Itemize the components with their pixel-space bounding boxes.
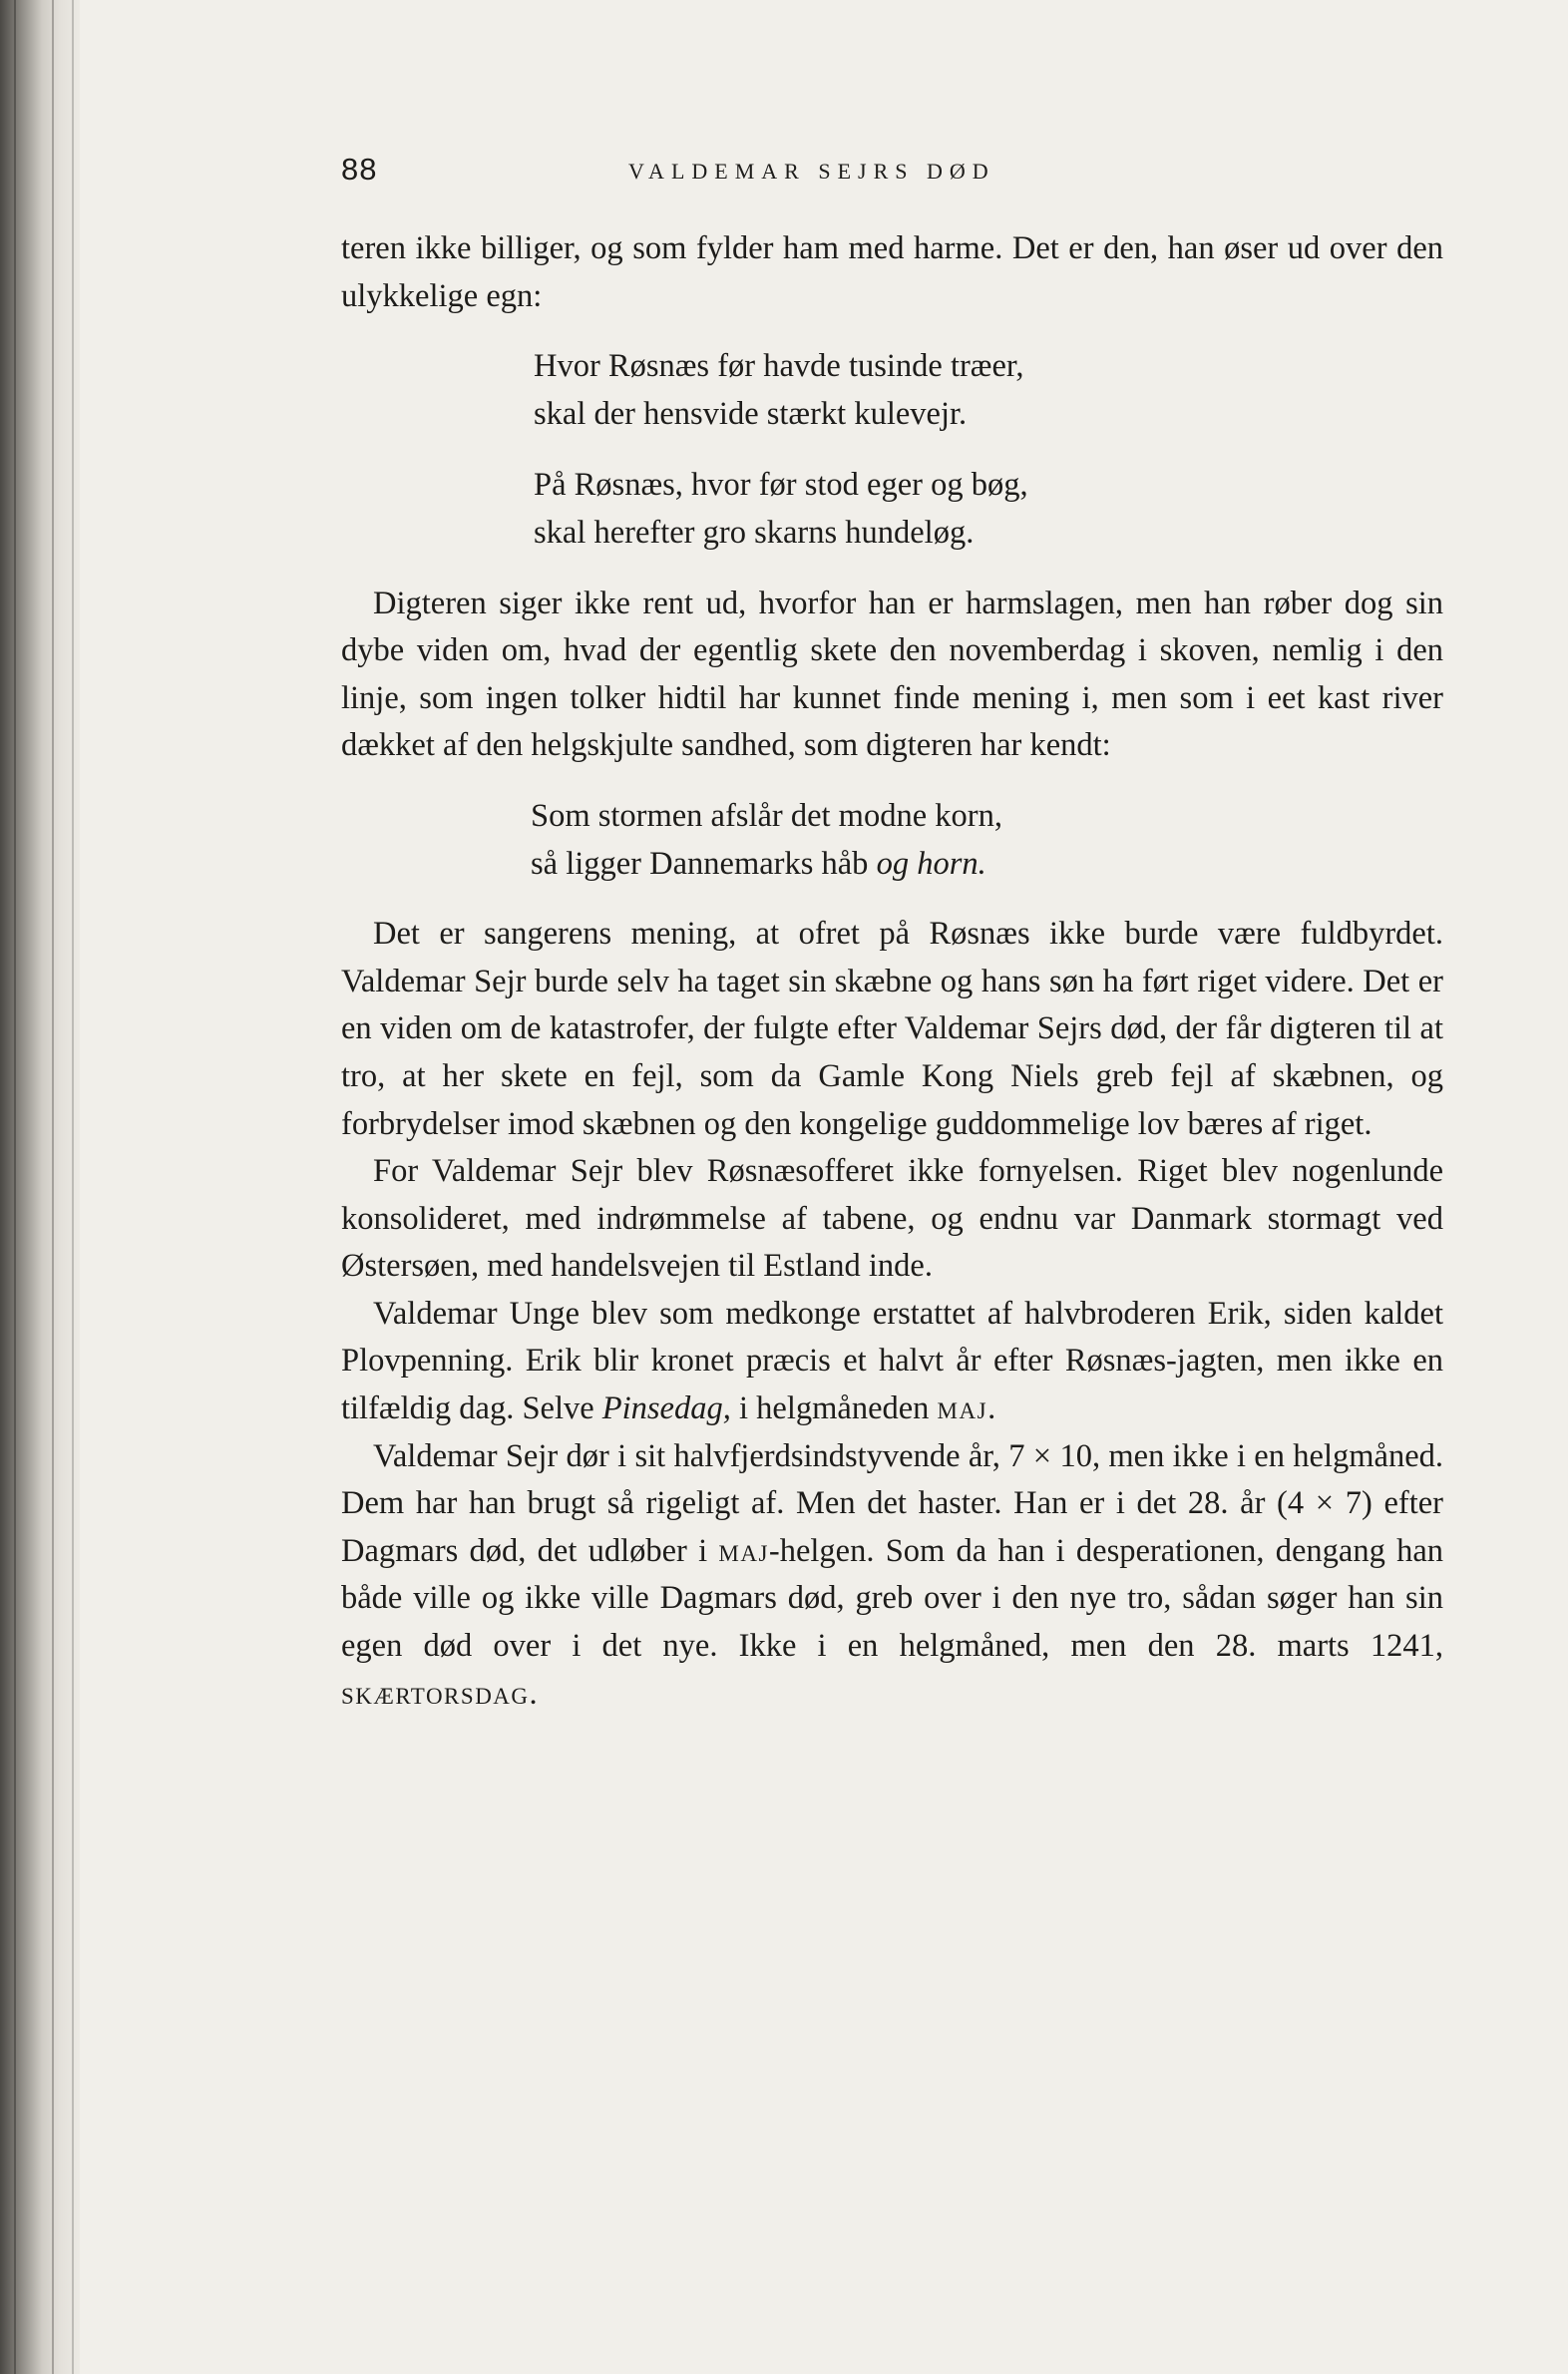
small-caps-text: maj (718, 1532, 769, 1569)
page-number: 88 (341, 152, 378, 187)
spine-edge-line (52, 0, 54, 2374)
verse-block (534, 343, 1443, 557)
paragraph: Det er sangerens mening, at ofret på Røsnæs ikke burde være fuldbyrdet. Valdemar Sejr burde selv ha taget sin skæbne og hans søn ha ført riget videre. Det er en viden om de katastrofer, der fulgte efter Valdemar Sejrs død, der får digteren til at tro, at her skete en fejl, som da Gamle Kong Niels greb fejl af skæbnen, og forbrydelser imod skæbnen og den kongelige guddommelige lov bæres af riget. (341, 916, 1443, 1142)
paragraph: Digteren siger ikke rent ud, hvorfor han er harmslagen, men han røber dog sin dybe viden om, hvad der egentlig skete den novemberdag i skoven, nemlig i den linje, som ingen tolker hidtil har kunnet finde mening i, men som i eet kast river dækket af den helgskjulte sandhed, som digteren har kendt: (341, 585, 1443, 764)
book-page (80, 0, 1546, 2374)
paragraph-text: i helgmåneden (730, 1390, 938, 1427)
verse-text: så ligger Dannemarks håb (531, 845, 877, 882)
paragraph-text: -helgen. Som da han i desperationen, dengang han både ville og ikke ville Dagmars død, greb over i den nye tro, sådan søger han sin egen død over i det nye. Ikke i en helgmåned, men den 28. marts 1241, (341, 1532, 1443, 1665)
verse-line: Hvor Røsnæs før havde tusinde træer, (534, 348, 1024, 385)
running-head (341, 152, 1239, 201)
small-caps-text: maj (937, 1390, 988, 1427)
verse-line: Som stormen afslår det modne korn, (531, 797, 1002, 834)
paragraph (341, 1433, 1443, 1719)
small-caps-text: skærtorsdag (341, 1675, 530, 1712)
verse-line: På Røsnæs, hvor før stod eger og bøg, (534, 467, 1028, 504)
verse-line (531, 841, 1443, 889)
verse-block (531, 793, 1443, 888)
italic-text: Pinsedag, (601, 1390, 731, 1427)
spine-edge-line (72, 0, 74, 2374)
paragraph: For Valdemar Sejr blev Røsnæsofferet ikke fornyelsen. Riget blev nogenlunde konsolideret, med indrømmelse af tabene, og endnu var Danmark stormagt ved Østersøen, med handelsvejen til Estland inde. (341, 1153, 1443, 1285)
spine-edge-line (14, 0, 16, 2374)
paragraph-text: Valdemar Unge blev som medkonge erstattet af halvbroderen Erik, siden kaldet Plovpenning. Erik blir kronet præcis et halvt år efter Røsnæs-jagten, men ikke en tilfældig dag. Selve (341, 1295, 1443, 1427)
verse-italic: og horn. (876, 845, 986, 882)
paragraph-end: . (987, 1390, 996, 1427)
running-title: VALDEMAR SEJRS DØD (628, 159, 995, 184)
verse-line: skal der hensvide stærkt kulevejr. (534, 395, 968, 432)
body-text (341, 225, 1443, 1718)
paragraph-end: . (529, 1675, 538, 1712)
paragraph (341, 1291, 1443, 1433)
verse-line: skal herefter gro skarns hundeløg. (534, 514, 975, 551)
paragraph: teren ikke billiger, og som fylder ham med harme. Det er den, han øser ud over den ulykkelige egn: (341, 230, 1443, 314)
paragraph-text: Valdemar Sejr dør i sit halvfjerdsindstyvende år, 7 × 10, men ikke i en helgmåned. Dem har han brugt så rigeligt af. Men det haster. Han er i det 28. år (4 × 7) efter Dagmars død, det udløber i (341, 1437, 1443, 1569)
book-spine-shadow (0, 0, 80, 2374)
